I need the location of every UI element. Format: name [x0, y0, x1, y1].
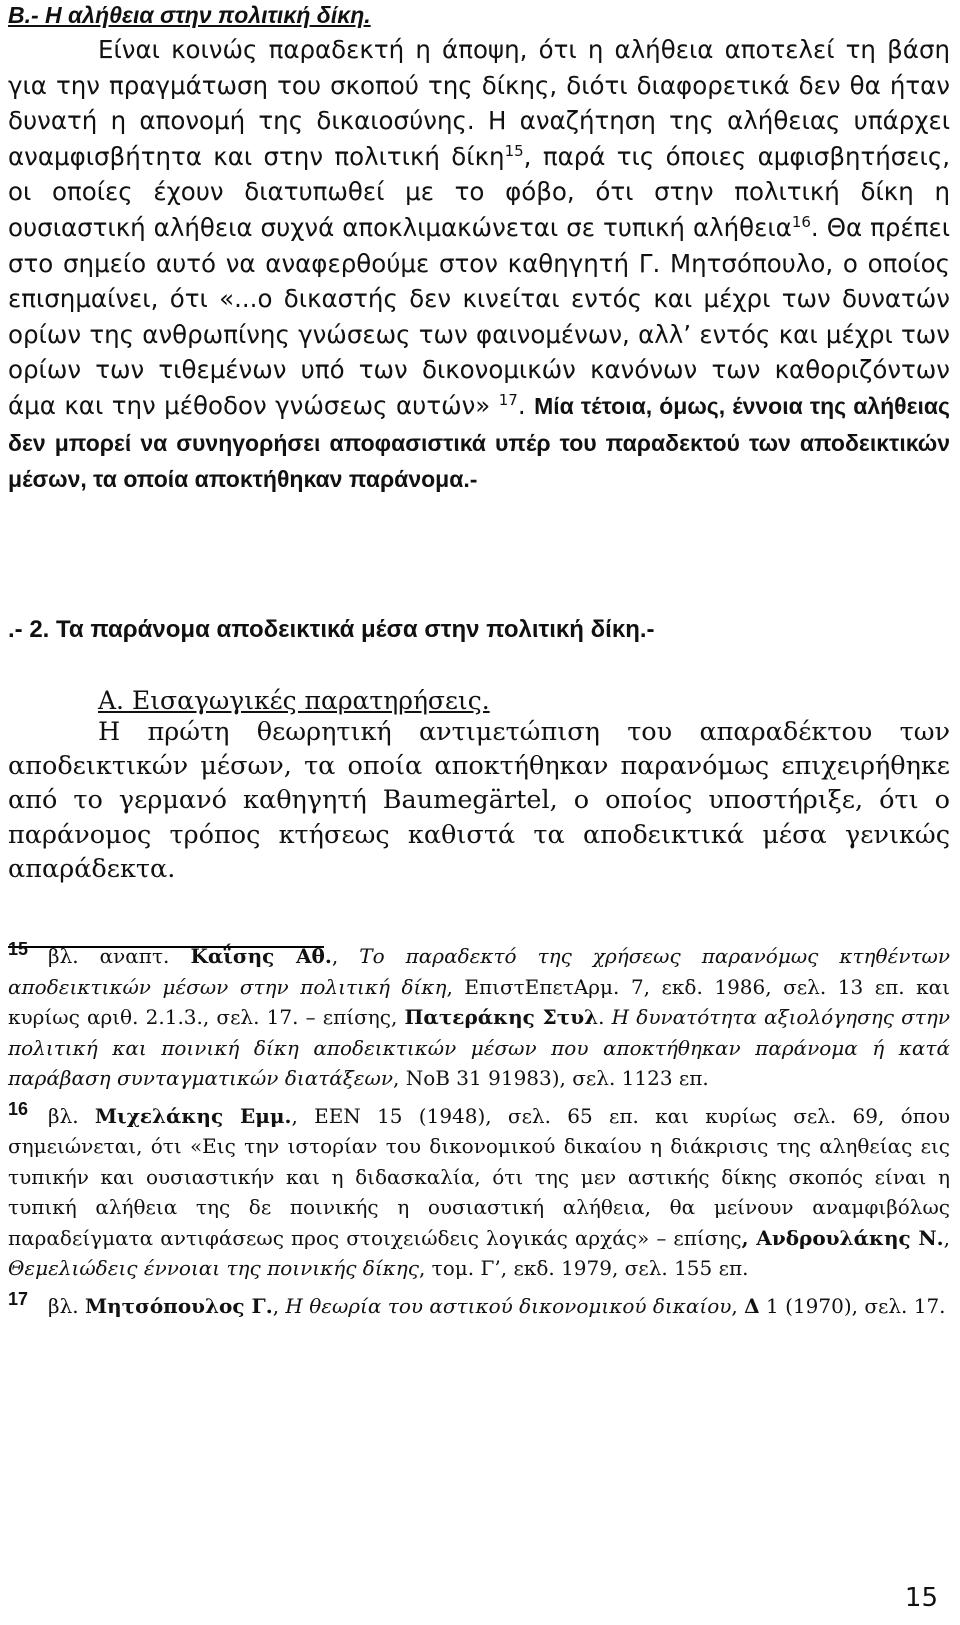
footnote-text: ,	[272, 1293, 286, 1318]
subsection-a	[8, 686, 950, 886]
section-b	[8, 2, 950, 498]
subsection-heading: Α. Εισαγωγικές παρατηρήσεις.	[98, 686, 490, 715]
footnotes	[8, 934, 950, 1321]
footnote-text: , ΝοΒ 31 91983), σελ. 1123 επ.	[393, 1066, 709, 1090]
footnote-text: , ΕπιστΕπετΑρμ. 7, εκδ. 1986, σελ. 13 επ. και κυρίως αριθ. 2.1.3., σελ. 17. – επίσης,	[8, 974, 950, 1029]
section-heading: .- 2. Τα παράνομα αποδεικτικά μέσα στην πολιτική δίκη.-	[8, 616, 655, 643]
footnote-text: ,	[943, 1225, 950, 1250]
work-title: Η δυνατότητα αξιολόγησης στην πολιτική και ποινική δίκη αποδεικτικών μέσων που αποκτήθηκαν παράνομα ή κατά παράβαση συνταγματικών διατάξεων	[8, 1005, 950, 1090]
author-name: Μητσόπουλος Γ.	[84, 1293, 273, 1318]
author-name: Μιχελάκης Εμμ.	[94, 1103, 292, 1128]
footnote-number: 15	[8, 939, 29, 959]
footnote-text: βλ.	[48, 1293, 85, 1318]
footnote-ref[interactable]: 17	[498, 390, 518, 409]
author-name: Καΐσης Αθ.	[190, 944, 332, 968]
footnote-text: 1 (1970), σελ. 17.	[759, 1293, 946, 1318]
footnote-text: ,	[331, 944, 360, 968]
footnote-text: ,	[731, 1293, 745, 1318]
work-title: Το παραδεκτό της χρήσεως παρανόμως κτηθέντων αποδεικτικών μέσων στην πολιτική δίκη	[8, 944, 951, 999]
footnote-text: , τομ. Γ’, εκδ. 1979, σελ. 155 επ.	[418, 1256, 749, 1280]
work-title: Η θεωρία του αστικού δικονομικού δικαίου	[285, 1293, 732, 1318]
footnote-text: .	[598, 1005, 612, 1029]
body-paragraph	[8, 32, 950, 498]
page-number: 15	[904, 1583, 938, 1613]
body-paragraph: Η πρώτη θεωρητική αντιμετώπιση του απαραδέκτου των αποδεικτικών μέσων, τα οποία αποκτήθηκαν παρανόμως επιχειρήθηκε από το γερμανό καθηγητή Baumegärtel, ο οποίος υποστήριξε, ότι ο παράνομος τρόπος κτήσεως καθιστά τα αποδεικτικά μέσα γενικώς απαράδεκτα.	[8, 717, 950, 884]
paragraph-text: , παρά τις όποιες αμφισβητήσεις, οι οποίες έχουν διατυπωθεί με το φόβο, ότι στην πολιτική δίκη η ουσιαστική αλήθεια συχνά αποκλιμακώνεται σε τυπική αλήθεια	[8, 141, 950, 242]
section-2	[8, 616, 950, 644]
footnote-15	[8, 934, 950, 1094]
work-title: Θεμελιώδεις έννοιαι της ποινικής δίκης	[8, 1256, 419, 1280]
section-heading: Β.- Η αλήθεια στην πολιτική δίκη.	[8, 2, 371, 28]
footnote-number: 16	[8, 1098, 29, 1119]
footnote-ref[interactable]: 15	[504, 141, 524, 160]
author-name: Πατεράκης Στυλ	[404, 1005, 599, 1029]
footnote-text: , ΕΕΝ 15 (1948), σελ. 65 επ. και κυρίως σελ. 69, όπου σημειώνεται, ότι «Εις την ιστορίαν του δικονομικού δικαίου η διάκρισις της αληθείας εις τυπικήν και ουσιαστικήν και η διδασκαλία, ότι της μεν αστικής δίκης σκοπός είναι η τυπική αλήθεια της δε ποινικής η ουσιαστική αλήθεια, θα μείνουν αναμφιβόλως παραδείγματα αντιφάσεως προς στοιχειώδεις λογικάς αρχάς» – επίσης	[8, 1103, 951, 1250]
footnote-16	[8, 1094, 950, 1284]
footnote-text: βλ.	[48, 1103, 95, 1128]
footnote-number: 17	[8, 1288, 29, 1309]
author-name: , Ανδρουλάκης Ν.	[741, 1225, 944, 1250]
footnote-text: βλ. αναπτ.	[48, 944, 191, 968]
delta-symbol: Δ	[744, 1293, 760, 1318]
bold-statement: Μία τέτοια, όμως, έννοια της αλήθειας δεν μπορεί να συνηγορήσει αποφασιστικά υπέρ του παραδεκτού των αποδεικτικών μέσων, τα οποία αποκτήθηκαν παράνομα.-	[8, 392, 951, 493]
paragraph-text: Είναι κοινώς παραδεκτή η άποψη, ότι η αλήθεια αποτελεί τη βάση για την πραγμάτωση του σκοπού της δίκης, διότι διαφορετικά δεν θα ήταν δυνατή η απονομή της δικαιοσύνης. Η αναζήτηση της αλήθειας υπάρχει αναμφισβήτητα και στην πολιτική δίκη	[8, 35, 950, 171]
footnote-ref[interactable]: 16	[791, 212, 811, 231]
paragraph-text: . Θα πρέπει στο σημείο αυτό να αναφερθούμε στον καθηγητή Γ. Μητσόπουλο, ο οποίος επισημαίνει, ότι «...ο δικαστής δεν κινείται εντός και μέχρι των δυνατών ορίων της ανθρωπίνης γνώσεως των φαινομένων, αλλ’ εντός και μέχρι των ορίων των τιθεμένων υπό των δικονομικών κανόνων των καθοριζόντων άμα και την μέθοδον γνώσεως αυτών»	[8, 212, 950, 420]
paragraph-text: .	[517, 390, 535, 420]
footnote-17	[8, 1284, 950, 1322]
